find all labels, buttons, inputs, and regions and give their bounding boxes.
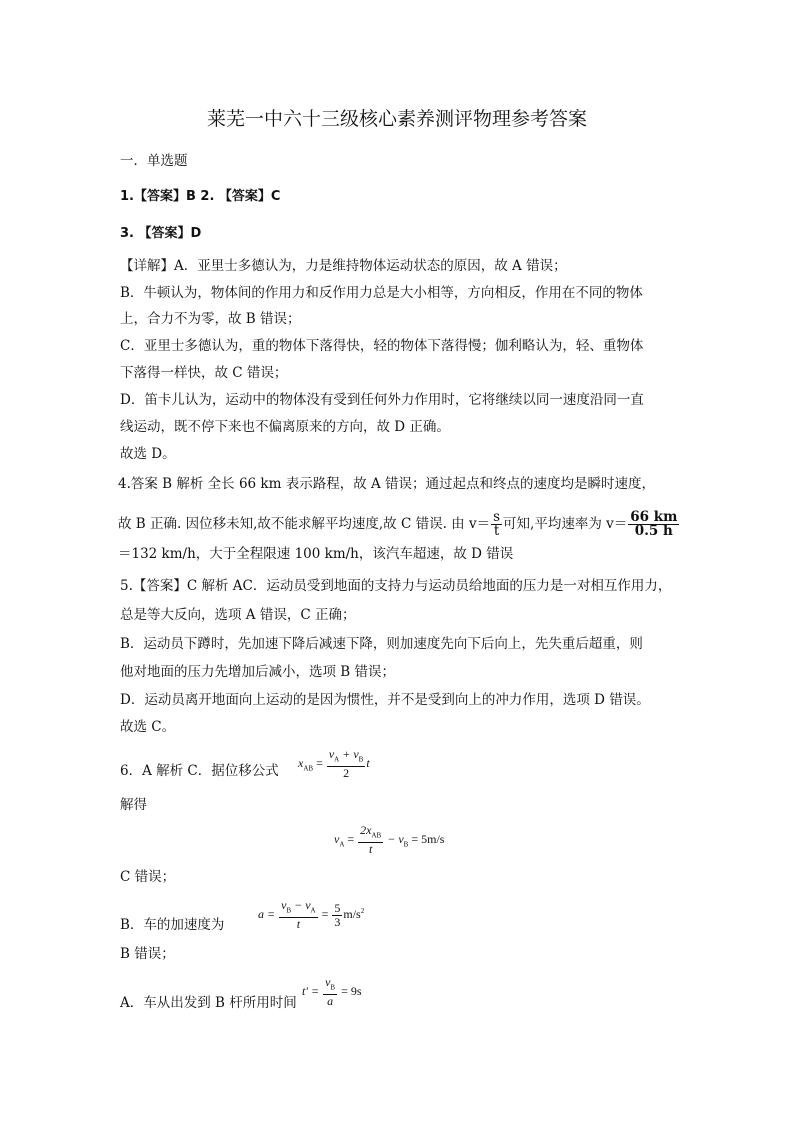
page-title: 莱芜一中六十三级核心素养测评物理参考答案 — [206, 108, 587, 130]
answer-3: 3. 【答案】D — [120, 226, 202, 241]
q3-explain-c1: C．亚里士多德认为，重的物体下落得快，轻的物体下落得慢；伽利略认为，轻、重物体 — [120, 338, 644, 354]
q3-explain-d1: D．笛卡儿认为，运动中的物体没有受到任何外力作用时，它将继续以同一速度沿同一直 — [120, 392, 644, 408]
q3-conclusion: 故选 D。 — [120, 446, 176, 462]
answer-6-a-time: A．车从出发到 B 杆所用时间 — [120, 995, 297, 1011]
answer-6-solve: 解得 — [120, 797, 147, 813]
answer-5-line1: 5.【答案】C 解析 AC．运动员受到地面的支持力与运动员给地面的压力是一对相互作用力， — [120, 578, 672, 594]
answer-5-line2: 总是等大反向，选项 A 错误，C 正确； — [120, 607, 356, 623]
answer-4-line2 — [118, 504, 680, 544]
answer-6-c-wrong: C 错误； — [120, 869, 176, 885]
answer-5-conclusion: 故选 C。 — [120, 719, 176, 735]
formula-time: t′ = $\frac{v_B}{a}$ = 9s — [302, 975, 362, 1009]
answer-4-text-a: 故 B 正确. 因位移未知,故不能求解平均速度,故 C 错误. 由 v＝ — [118, 516, 491, 532]
answer-4-line3: ＝132 km/h，大于全程限速 100 km/h，该汽车超速，故 D 错误 — [118, 546, 514, 562]
answer-5-line5: D．运动员离开地面向上运动的是因为惯性，并不是受到向上的冲力作用，选项 D 错误。 — [120, 692, 650, 708]
formula-va: $v_A$ = $\frac{2x_{AB}}{t}$ − $v_B = 5m/s$ — [334, 823, 445, 857]
q3-explain-d2: 线运动，既不停下来也不偏离原来的方向，故 D 正确。 — [120, 419, 450, 435]
formula-acceleration: a = $\frac{v_B - v_A}{t}$ = $\frac{5}{3}$ $m/s^2$ — [258, 898, 365, 932]
answer-6-intro: 6．A 解析 C．据位移公式 — [120, 763, 279, 779]
fraction-66km-over-05h: $\frac{66 km}{0.5 h}$ — [630, 509, 678, 539]
answer-4-text-b: 可知,平均速率为 v＝ — [503, 516, 628, 532]
section-heading: 一．单选题 — [120, 153, 188, 169]
q3-explain-b2: 上，合力不为零，故 B 错误； — [120, 311, 301, 327]
q3-explain-c2: 下落得一样快，故 C 错误； — [120, 365, 288, 381]
q3-explain-b1: B．牛顿认为，物体间的作用力和反作用力总是大小相等，方向相反，作用在不同的物体 — [120, 285, 643, 301]
answer-6-b-accel: B．车的加速度为 — [120, 917, 225, 933]
fraction-s-over-t: $\frac{s}{t}$ — [493, 509, 501, 539]
formula-displacement: $x_{AB}$ = $\frac{v_A + v_B}{2}$ t — [298, 747, 370, 781]
answer-1-2: 1.【答案】B 2. 【答案】C — [120, 189, 281, 204]
answer-5-line4: 他对地面的压力先增加后减小，选项 B 错误； — [120, 664, 396, 680]
answer-5-line3: B．运动员下蹲时，先加速下降后减速下降，则加速度先向下后向上，先失重后超重，则 — [120, 636, 643, 652]
q3-explain-a: 【详解】A．亚里士多德认为，力是维持物体运动状态的原因，故 A 错误； — [120, 258, 567, 274]
answer-6-b-wrong: B 错误； — [120, 946, 175, 962]
answer-4-line1: 4.答案 B 解析 全长 66 km 表示路程，故 A 错误；通过起点和终点的速度均是瞬时速度， — [118, 476, 656, 492]
